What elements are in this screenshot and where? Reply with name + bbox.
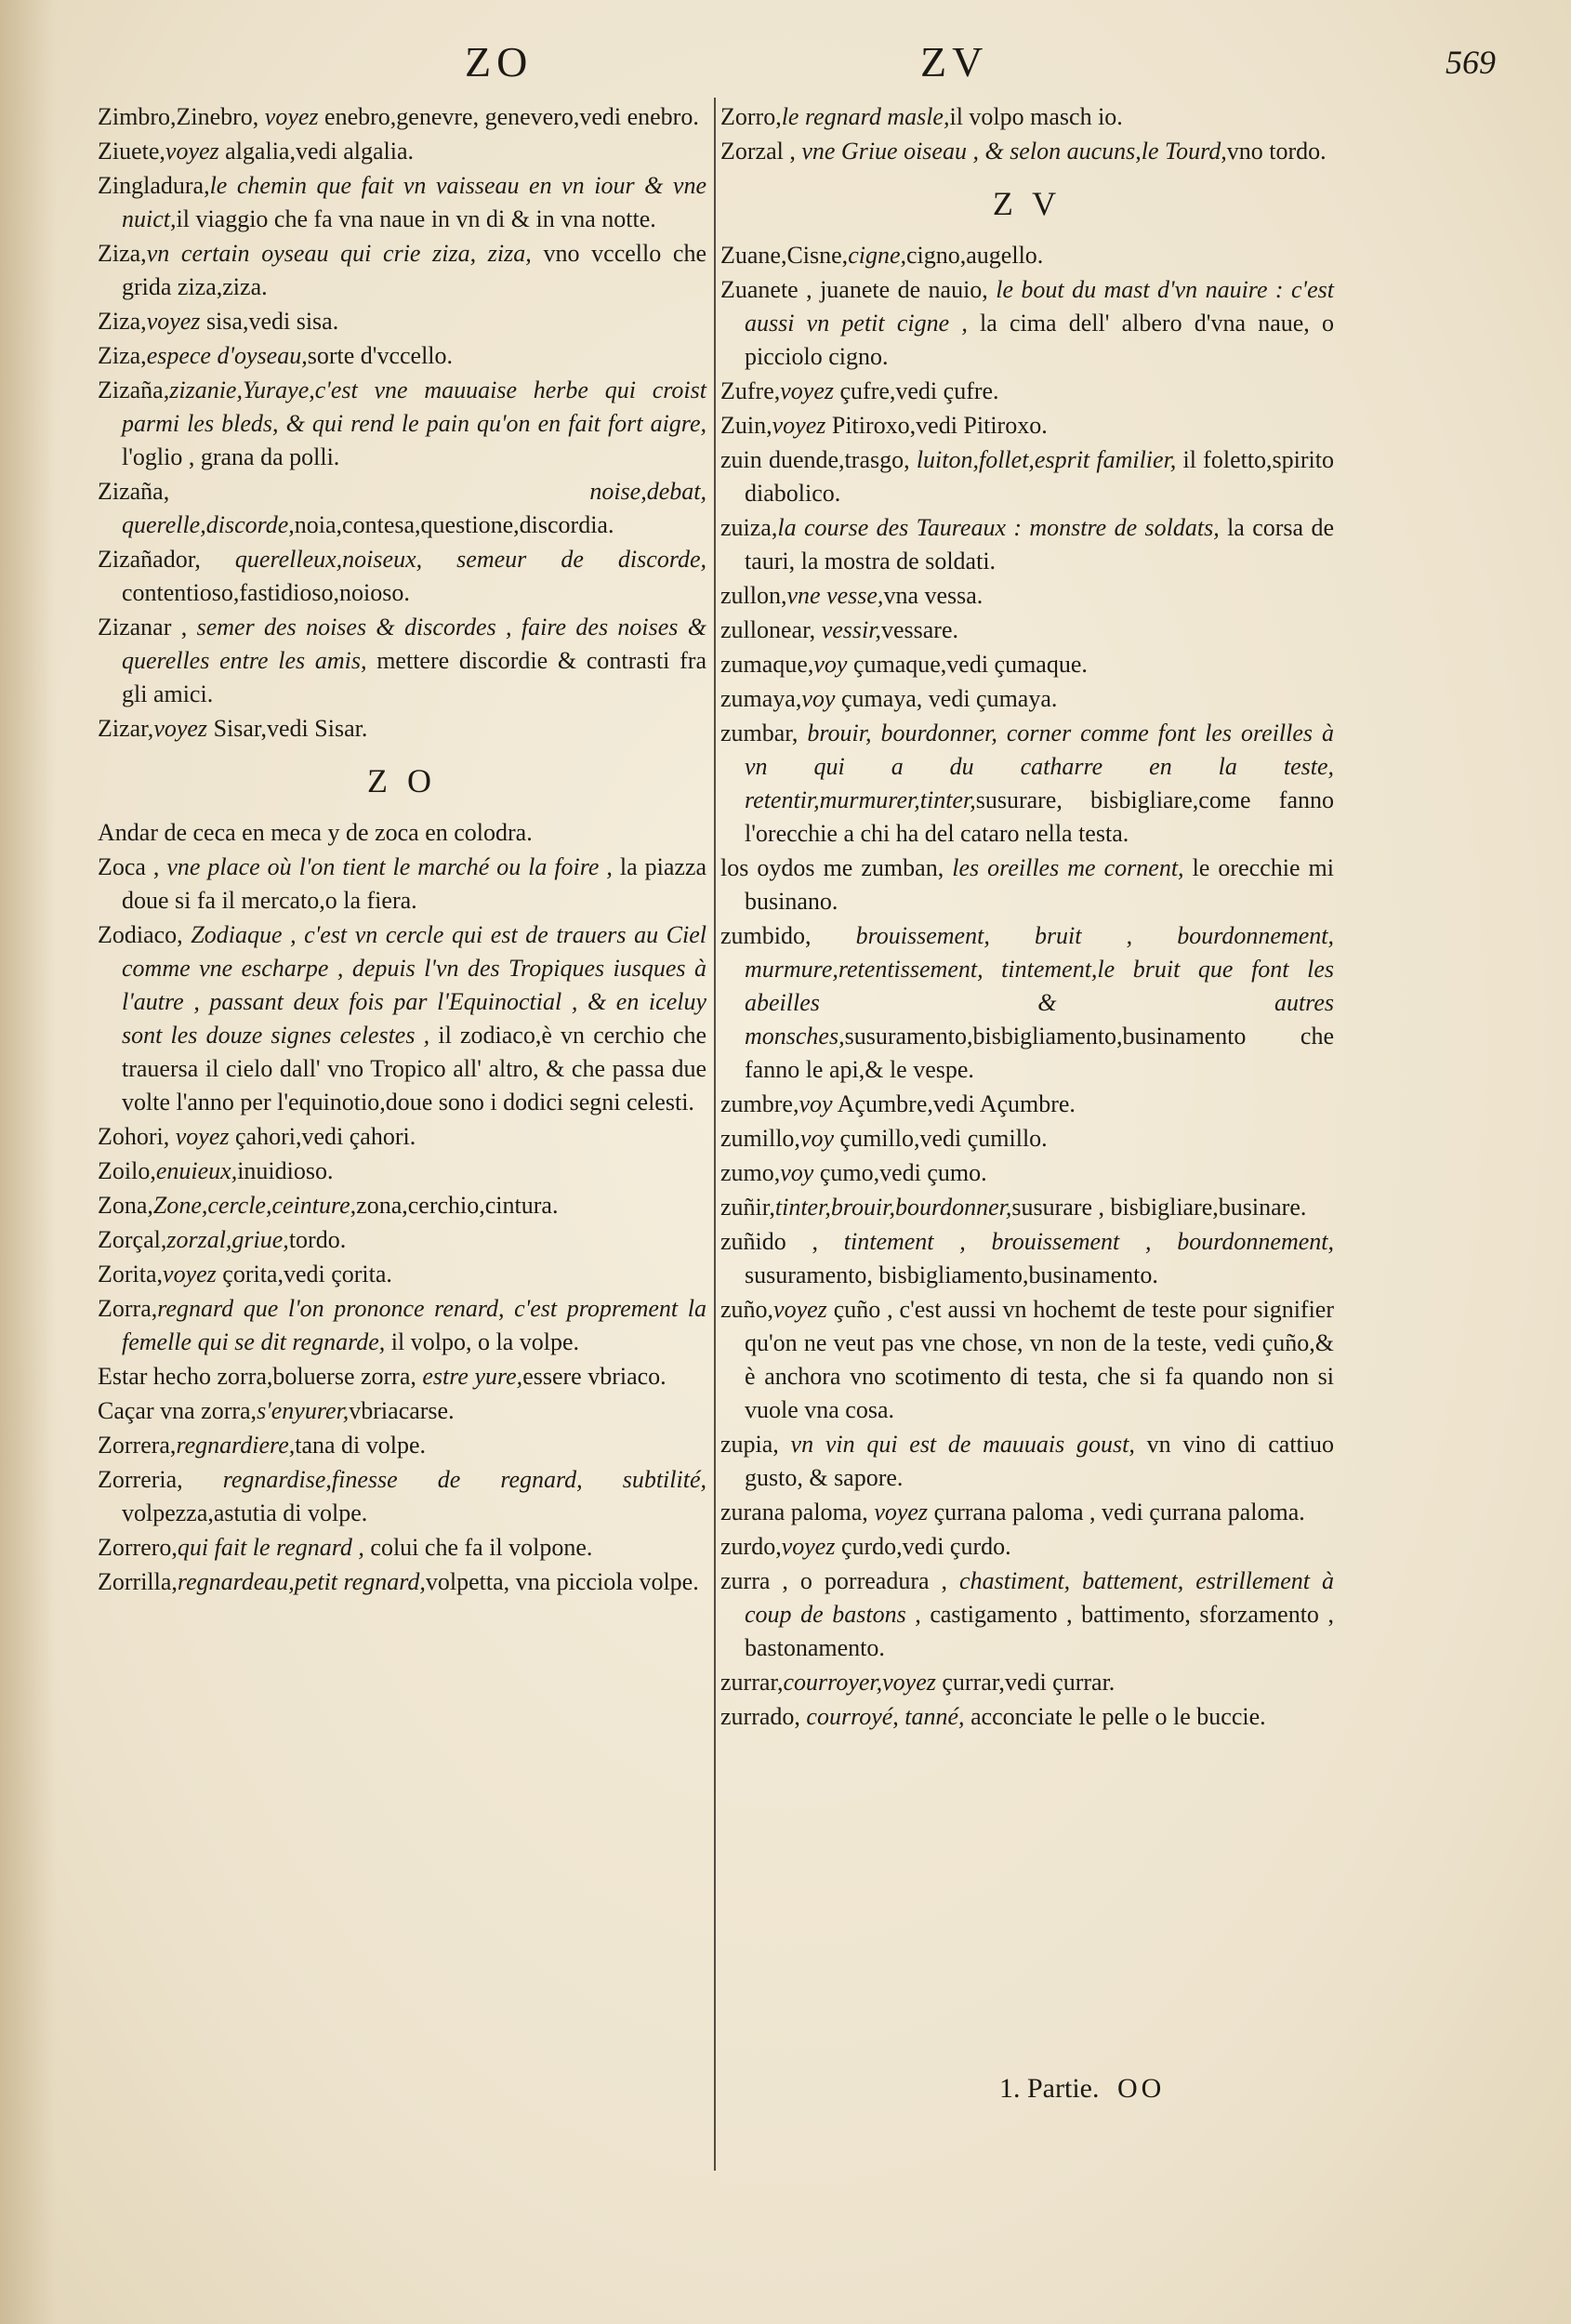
entry-headword: zumaya,	[720, 685, 802, 712]
entry-italian-gloss: çahori,vedi çahori.	[229, 1123, 416, 1150]
dictionary-entry	[98, 1429, 706, 1462]
dictionary-entry	[720, 614, 1334, 647]
entry-italian-gloss: Pitiroxo,vedi Pitiroxo.	[825, 412, 1048, 439]
entry-headword: Ziza,	[98, 342, 147, 369]
entry-french-gloss: zizanie,Yuraye,c'est vne mauuaise herbe qui croist parmi les bleds, & qui rend le pain qu'on en fait fort aigre,	[122, 376, 706, 437]
signature-code: OO	[1116, 2073, 1166, 2104]
entry-headword: Zizar,	[98, 715, 154, 742]
entry-french-gloss: regnardeau,petit regnard,	[177, 1568, 426, 1595]
entry-italian-gloss: çurdo,vedi çurdo.	[835, 1533, 1011, 1560]
entry-headword: Zuanete , juanete de nauio,	[720, 276, 997, 303]
entry-headword: zurra , o porreadura ,	[720, 1567, 960, 1594]
dictionary-entry	[720, 443, 1334, 510]
entry-french-gloss: zorzal,griue,	[166, 1226, 289, 1253]
entry-italian-gloss: çumo,vedi çumo.	[813, 1159, 987, 1186]
entry-italian-gloss: il volpo masch io.	[949, 103, 1123, 130]
entry-headword: Ziza,	[98, 240, 147, 267]
entry-french-gloss: brouissement, bruit , bourdonnement, murmure,retentissement, tintement,le bruit que font les abeilles & autres monsches,	[745, 922, 1334, 1050]
entry-french-gloss: chastiment, battement, estrillement à coup de bastons ,	[745, 1567, 1334, 1628]
entry-headword: zurdo,	[720, 1533, 782, 1560]
entry-italian-gloss: castigamento , battimento, sforzamento , bastonamento.	[745, 1601, 1334, 1661]
entry-italian-gloss: Sisar,vedi Sisar.	[207, 715, 368, 742]
entry-french-gloss: voyez	[165, 138, 219, 165]
dictionary-entry	[98, 135, 706, 168]
entry-french-gloss: tinter,brouir,bourdonner,	[774, 1194, 1012, 1221]
dictionary-entry	[720, 717, 1334, 851]
entry-french-gloss: regnardiere,	[176, 1432, 296, 1459]
dictionary-entry	[720, 1530, 1334, 1564]
entry-headword: Zimbro,Zinebro,	[98, 103, 265, 130]
dictionary-entry	[98, 1463, 706, 1530]
entry-italian-gloss: la piazza doue si fa il mercato,o la fiera.	[122, 853, 706, 914]
entry-italian-gloss: zona,cerchio,cintura.	[356, 1192, 559, 1219]
dictionary-entry	[98, 1394, 706, 1428]
entry-french-gloss: voy	[801, 685, 836, 712]
entry-italian-gloss: çuño , c'est aussi vn hochemt de teste pour signifier qu'on ne veut pas vne chose, vn non de la teste, vedi çuño,& è anchora vno scotimento di testa, che si fa quando non si vuole vna cosa.	[745, 1296, 1334, 1423]
entry-italian-gloss: colui che fa il volpone.	[363, 1534, 593, 1561]
entry-headword: Zorro,	[720, 103, 782, 130]
entry-french-gloss: courroyer,voyez	[783, 1669, 936, 1696]
dictionary-entry	[98, 169, 706, 236]
entry-headword: zurrado,	[720, 1703, 807, 1730]
dictionary-entry	[720, 852, 1334, 918]
left-running-head: ZO	[465, 38, 534, 86]
dictionary-entry	[98, 475, 706, 542]
dictionary-entry	[720, 579, 1334, 613]
entry-headword: Estar hecho zorra,boluerse zorra,	[98, 1363, 423, 1390]
left-column	[98, 100, 706, 1600]
dictionary-entry	[98, 1292, 706, 1359]
entry-italian-gloss: le orecchie mi businano.	[745, 854, 1334, 915]
entry-italian-gloss: çurrana paloma , vedi çurrana paloma.	[928, 1499, 1305, 1525]
entry-italian-gloss: mettere discordie & contrasti fra gli amici.	[122, 647, 706, 707]
entry-headword: Zingladura,	[98, 172, 210, 199]
entry-italian-gloss: l'oglio , grana da polli.	[122, 443, 340, 470]
dictionary-entry	[720, 1565, 1334, 1665]
entry-italian-gloss: susuramento,bisbigliamento,businamento che fanno le api,& le vespe.	[745, 1023, 1334, 1083]
entry-headword: zurrar,	[720, 1669, 784, 1696]
entry-french-gloss: voy	[799, 1090, 833, 1117]
entry-french-gloss: voy	[813, 651, 848, 678]
entry-headword: Zuane,Cisne,	[720, 242, 849, 269]
entry-french-gloss: querelleux,noiseux, semeur de discorde,	[234, 546, 707, 573]
dictionary-entry	[720, 1088, 1334, 1121]
entry-french-gloss: vn vin qui est de mauuais goust,	[790, 1431, 1135, 1458]
entry-french-gloss: le chemin que fait vn vaisseau en vn iour & vne nuict,	[122, 172, 706, 232]
entry-italian-gloss: sisa,vedi sisa.	[200, 308, 339, 335]
entry-french-gloss: noise,debat, querelle,discorde,	[122, 478, 706, 538]
entry-french-gloss: voyez	[175, 1123, 230, 1150]
dictionary-entry	[98, 1531, 706, 1565]
dictionary-entry	[98, 100, 706, 134]
dictionary-entry	[98, 1155, 706, 1188]
entry-french-gloss: voyez	[781, 1533, 836, 1560]
signature-mark	[999, 2073, 1165, 2105]
entry-french-gloss: les oreilles me cornent,	[952, 854, 1184, 881]
column-rule	[714, 98, 716, 2171]
page-number: 569	[1446, 44, 1496, 81]
dictionary-entry	[98, 339, 706, 373]
entry-french-gloss: voyez	[163, 1261, 217, 1287]
entry-italian-gloss: algalia,vedi algalia.	[218, 138, 415, 165]
section-heading: Z O	[367, 762, 437, 799]
entry-italian-gloss: vna vessa.	[883, 582, 984, 609]
entry-italian-gloss: vno vccello che grida ziza,ziza.	[122, 240, 706, 300]
entry-french-gloss: voyez	[146, 308, 201, 335]
dictionary-entry	[98, 237, 706, 304]
dictionary-entry	[98, 1258, 706, 1291]
entry-headword: Zufre,	[720, 377, 781, 404]
dictionary-entry	[98, 1120, 706, 1154]
dictionary-entry	[98, 543, 706, 610]
dictionary-entry	[720, 239, 1334, 272]
entry-italian-gloss: vbriacarse.	[349, 1397, 455, 1424]
right-column	[720, 100, 1334, 1735]
entry-headword: zumo,	[720, 1159, 781, 1186]
entry-italian-gloss: susurare, bisbigliare,come fanno l'orecchie a chi ha del cataro nella testa.	[745, 786, 1334, 847]
entry-headword: Ziuete,	[98, 138, 165, 165]
entry-french-gloss: voyez	[874, 1499, 929, 1525]
entry-french-gloss: s'enyurer,	[257, 1397, 350, 1424]
entry-headword: zuñido ,	[720, 1228, 844, 1255]
entry-italian-gloss: il viaggio che fa vna naue in vn di & in vna notte.	[176, 205, 656, 232]
dictionary-entry	[720, 1428, 1334, 1495]
entry-italian-gloss: çumaque,vedi çumaque.	[847, 651, 1088, 678]
entry-french-gloss: vn certain oyseau qui crie ziza, ziza,	[146, 240, 532, 267]
dictionary-entry	[720, 1666, 1334, 1699]
dictionary-entry	[720, 1293, 1334, 1427]
entry-italian-gloss: enebro,genevre, genevero,vedi enebro.	[318, 103, 699, 130]
entry-headword: Zorzal ,	[720, 138, 802, 165]
entry-italian-gloss: susuramento, bisbigliamento,businamento.	[745, 1261, 1158, 1288]
entry-italian-gloss: cigno,augello.	[906, 242, 1044, 269]
entry-french-gloss: luiton,follet,esprit familier,	[916, 446, 1177, 473]
entry-headword: los oydos me zumban,	[720, 854, 953, 881]
entry-headword: Zizañador,	[98, 546, 235, 573]
section-heading: Z V	[992, 185, 1063, 222]
entry-headword: zurana paloma,	[720, 1499, 875, 1525]
entry-french-gloss: enuieux,	[155, 1157, 238, 1184]
entry-headword: Zorita,	[98, 1261, 164, 1287]
entry-italian-gloss: noia,contesa,questione,discordia.	[294, 511, 614, 538]
dictionary-entry	[98, 305, 706, 338]
entry-french-gloss: cigne,	[848, 242, 906, 269]
entry-italian-gloss: çufre,vedi çufre.	[834, 377, 999, 404]
dictionary-entry	[720, 100, 1334, 134]
right-running-head: ZV	[920, 38, 989, 86]
entry-french-gloss: brouir, bourdonner, corner comme font les oreilles à vn qui a du catharre en la teste, retentir,murmurer,tinter,	[745, 720, 1335, 813]
entry-headword: Zohori,	[98, 1123, 176, 1150]
entry-italian-gloss: Açumbre,vedi Açumbre.	[832, 1090, 1076, 1117]
entry-italian-gloss: volpetta, vna picciola volpe.	[425, 1568, 699, 1595]
entry-italian-gloss: çumaya, vedi çumaya.	[835, 685, 1058, 712]
dictionary-entry	[720, 1156, 1334, 1190]
entry-italian-gloss: çurrar,vedi çurrar.	[935, 1669, 1116, 1696]
entry-french-gloss: vne Griue oiseau , & selon aucuns,le Tourd,	[801, 138, 1227, 165]
entry-french-gloss: voy	[780, 1159, 814, 1186]
entry-headword: Andar de ceca en meca y de zoca en colodra.	[98, 819, 533, 846]
entry-french-gloss: voyez	[780, 377, 834, 404]
signature-text: 1. Partie.	[999, 2073, 1100, 2104]
entry-headword: zumbar,	[720, 720, 808, 746]
entry-headword: Caçar vna zorra,	[98, 1397, 257, 1424]
entry-italian-gloss: acconciate le pelle o le buccie.	[964, 1703, 1266, 1730]
entry-italian-gloss: volpezza,astutia di volpe.	[122, 1499, 368, 1526]
dictionary-entry	[720, 1191, 1334, 1224]
entry-headword: zullon,	[720, 582, 787, 609]
dictionary-entry	[720, 1225, 1334, 1292]
entry-italian-gloss: vn vino di cattiuo gusto, & sapore.	[745, 1431, 1334, 1491]
dictionary-entry	[720, 682, 1334, 716]
entry-italian-gloss: çumillo,vedi çumillo.	[834, 1125, 1048, 1152]
entry-headword: Zuin,	[720, 412, 772, 439]
entry-headword: Zorreria,	[98, 1466, 223, 1493]
dictionary-entry	[720, 1122, 1334, 1155]
entry-french-gloss: Zodiaque , c'est vn cercle qui est de trauers au Ciel comme vne escharpe , depuis l'vn des Tropiques iusques à l'autre , passant deux fois par l'Equinoctial , & en iceluy sont les douze signes celestes ,	[122, 921, 706, 1049]
entry-french-gloss: voyez	[773, 1296, 827, 1323]
entry-french-gloss: le regnard masle,	[781, 103, 950, 130]
entry-headword: Zizanar ,	[98, 614, 197, 640]
entry-french-gloss: vessir,	[821, 616, 881, 643]
entry-headword: Zorrera,	[98, 1432, 177, 1459]
entry-headword: Zorra,	[98, 1295, 158, 1322]
entry-headword: zuin duende,trasgo,	[720, 446, 917, 473]
entry-french-gloss: semer des noises & discordes , faire des noises & querelles entre les amis,	[122, 614, 706, 674]
dictionary-entry	[98, 816, 706, 850]
entry-french-gloss: regnardise,finesse de regnard, subtilité,	[222, 1466, 706, 1493]
dictionary-entry	[98, 712, 706, 746]
entry-italian-gloss: il volpo, o la volpe.	[385, 1328, 579, 1355]
entry-french-gloss: le bout du mast d'vn nauire : c'est aussi vn petit cigne ,	[745, 276, 1334, 337]
entry-headword: Zona,	[98, 1192, 153, 1219]
entry-headword: Zodiaco,	[98, 921, 191, 948]
entry-headword: zuño,	[720, 1296, 774, 1323]
dictionary-entry	[98, 611, 706, 711]
dictionary-entry	[720, 1496, 1334, 1529]
entry-headword: zumillo,	[720, 1125, 800, 1152]
entry-french-gloss: voyez	[772, 412, 826, 439]
entry-headword: zuñir,	[720, 1194, 775, 1221]
entry-headword: zumaque,	[720, 651, 814, 678]
entry-headword: Ziza,	[98, 308, 147, 335]
dictionary-entry	[98, 374, 706, 474]
dictionary-entry	[720, 409, 1334, 442]
entry-french-gloss: voyez	[264, 103, 319, 130]
entry-italian-gloss: contentioso,fastidioso,noioso.	[122, 579, 410, 606]
dictionary-entry	[720, 648, 1334, 681]
entry-italian-gloss: il foletto,spirito diabolico.	[745, 446, 1335, 507]
entry-french-gloss: courroyé, tanné,	[806, 1703, 965, 1730]
entry-french-gloss: la course des Taureaux : monstre de soldats,	[777, 514, 1220, 541]
dictionary-entry	[98, 1223, 706, 1257]
entry-headword: Zizaña,	[98, 376, 170, 403]
dictionary-entry	[98, 1565, 706, 1599]
entry-headword: Zizaña,	[98, 478, 590, 505]
entry-french-gloss: voy	[799, 1125, 835, 1152]
entry-french-gloss: qui fait le regnard ,	[177, 1534, 364, 1561]
entry-italian-gloss: vno tordo.	[1226, 138, 1327, 165]
entry-italian-gloss: la cima dell' albero d'vna naue, o picciolo cigno.	[745, 310, 1335, 370]
dictionary-entry	[98, 918, 706, 1119]
entry-italian-gloss: la corsa de tauri, la mostra de soldati.	[745, 514, 1334, 574]
entry-headword: zullonear,	[720, 616, 822, 643]
entry-french-gloss: regnard que l'on prononce renard, c'est proprement la femelle qui se dit regnarde,	[122, 1295, 706, 1355]
entry-french-gloss: tintement , brouissement , bourdonnement,	[843, 1228, 1334, 1255]
gutter-shadow	[0, 0, 56, 2324]
entry-italian-gloss: susurare , bisbigliare,businare.	[1011, 1194, 1307, 1221]
entry-headword: zumbido,	[720, 922, 856, 949]
entry-italian-gloss: essere vbriaco.	[522, 1363, 667, 1390]
entry-headword: Zoca ,	[98, 853, 167, 880]
entry-headword: Zorrero,	[98, 1534, 178, 1561]
dictionary-entry	[720, 1700, 1334, 1734]
entry-french-gloss: estre yure,	[422, 1363, 523, 1390]
entry-french-gloss: Zone,cercle,ceinture,	[152, 1192, 357, 1219]
dictionary-entry	[98, 1189, 706, 1222]
entry-italian-gloss: vessare.	[880, 616, 958, 643]
dictionary-entry	[720, 511, 1334, 578]
entry-french-gloss: vne vesse,	[786, 582, 884, 609]
entry-italian-gloss: il zodiaco,è vn cerchio che trauersa il cielo dall' vno Tropico all' altro, & che passa due volte l'anno per l'equinotio,doue sono i dodici segni celesti.	[122, 1022, 706, 1116]
entry-italian-gloss: inuidioso.	[237, 1157, 334, 1184]
entry-headword: Zorrilla,	[98, 1568, 178, 1595]
entry-italian-gloss: tana di volpe.	[295, 1432, 427, 1459]
entry-headword: zupia,	[720, 1431, 791, 1458]
entry-italian-gloss: sorte d'vccello.	[307, 342, 454, 369]
dictionary-entry	[720, 273, 1334, 374]
dictionary-entry	[98, 1360, 706, 1393]
running-head	[0, 37, 1571, 93]
entry-headword: Zorçal,	[98, 1226, 167, 1253]
entry-headword: zuiza,	[720, 514, 778, 541]
dictionary-entry	[720, 375, 1334, 408]
entry-headword: Zoilo,	[98, 1157, 156, 1184]
dictionary-entry	[720, 135, 1334, 168]
dictionary-entry	[98, 851, 706, 918]
dictionary-entry	[720, 919, 1334, 1087]
entry-italian-gloss: tordo.	[288, 1226, 347, 1253]
entry-headword: zumbre,	[720, 1090, 799, 1117]
entry-french-gloss: voyez	[153, 715, 208, 742]
entry-italian-gloss: çorita,vedi çorita.	[216, 1261, 392, 1287]
entry-french-gloss: espece d'oyseau,	[146, 342, 308, 369]
entry-french-gloss: vne place où l'on tient le marché ou la foire ,	[166, 853, 613, 880]
